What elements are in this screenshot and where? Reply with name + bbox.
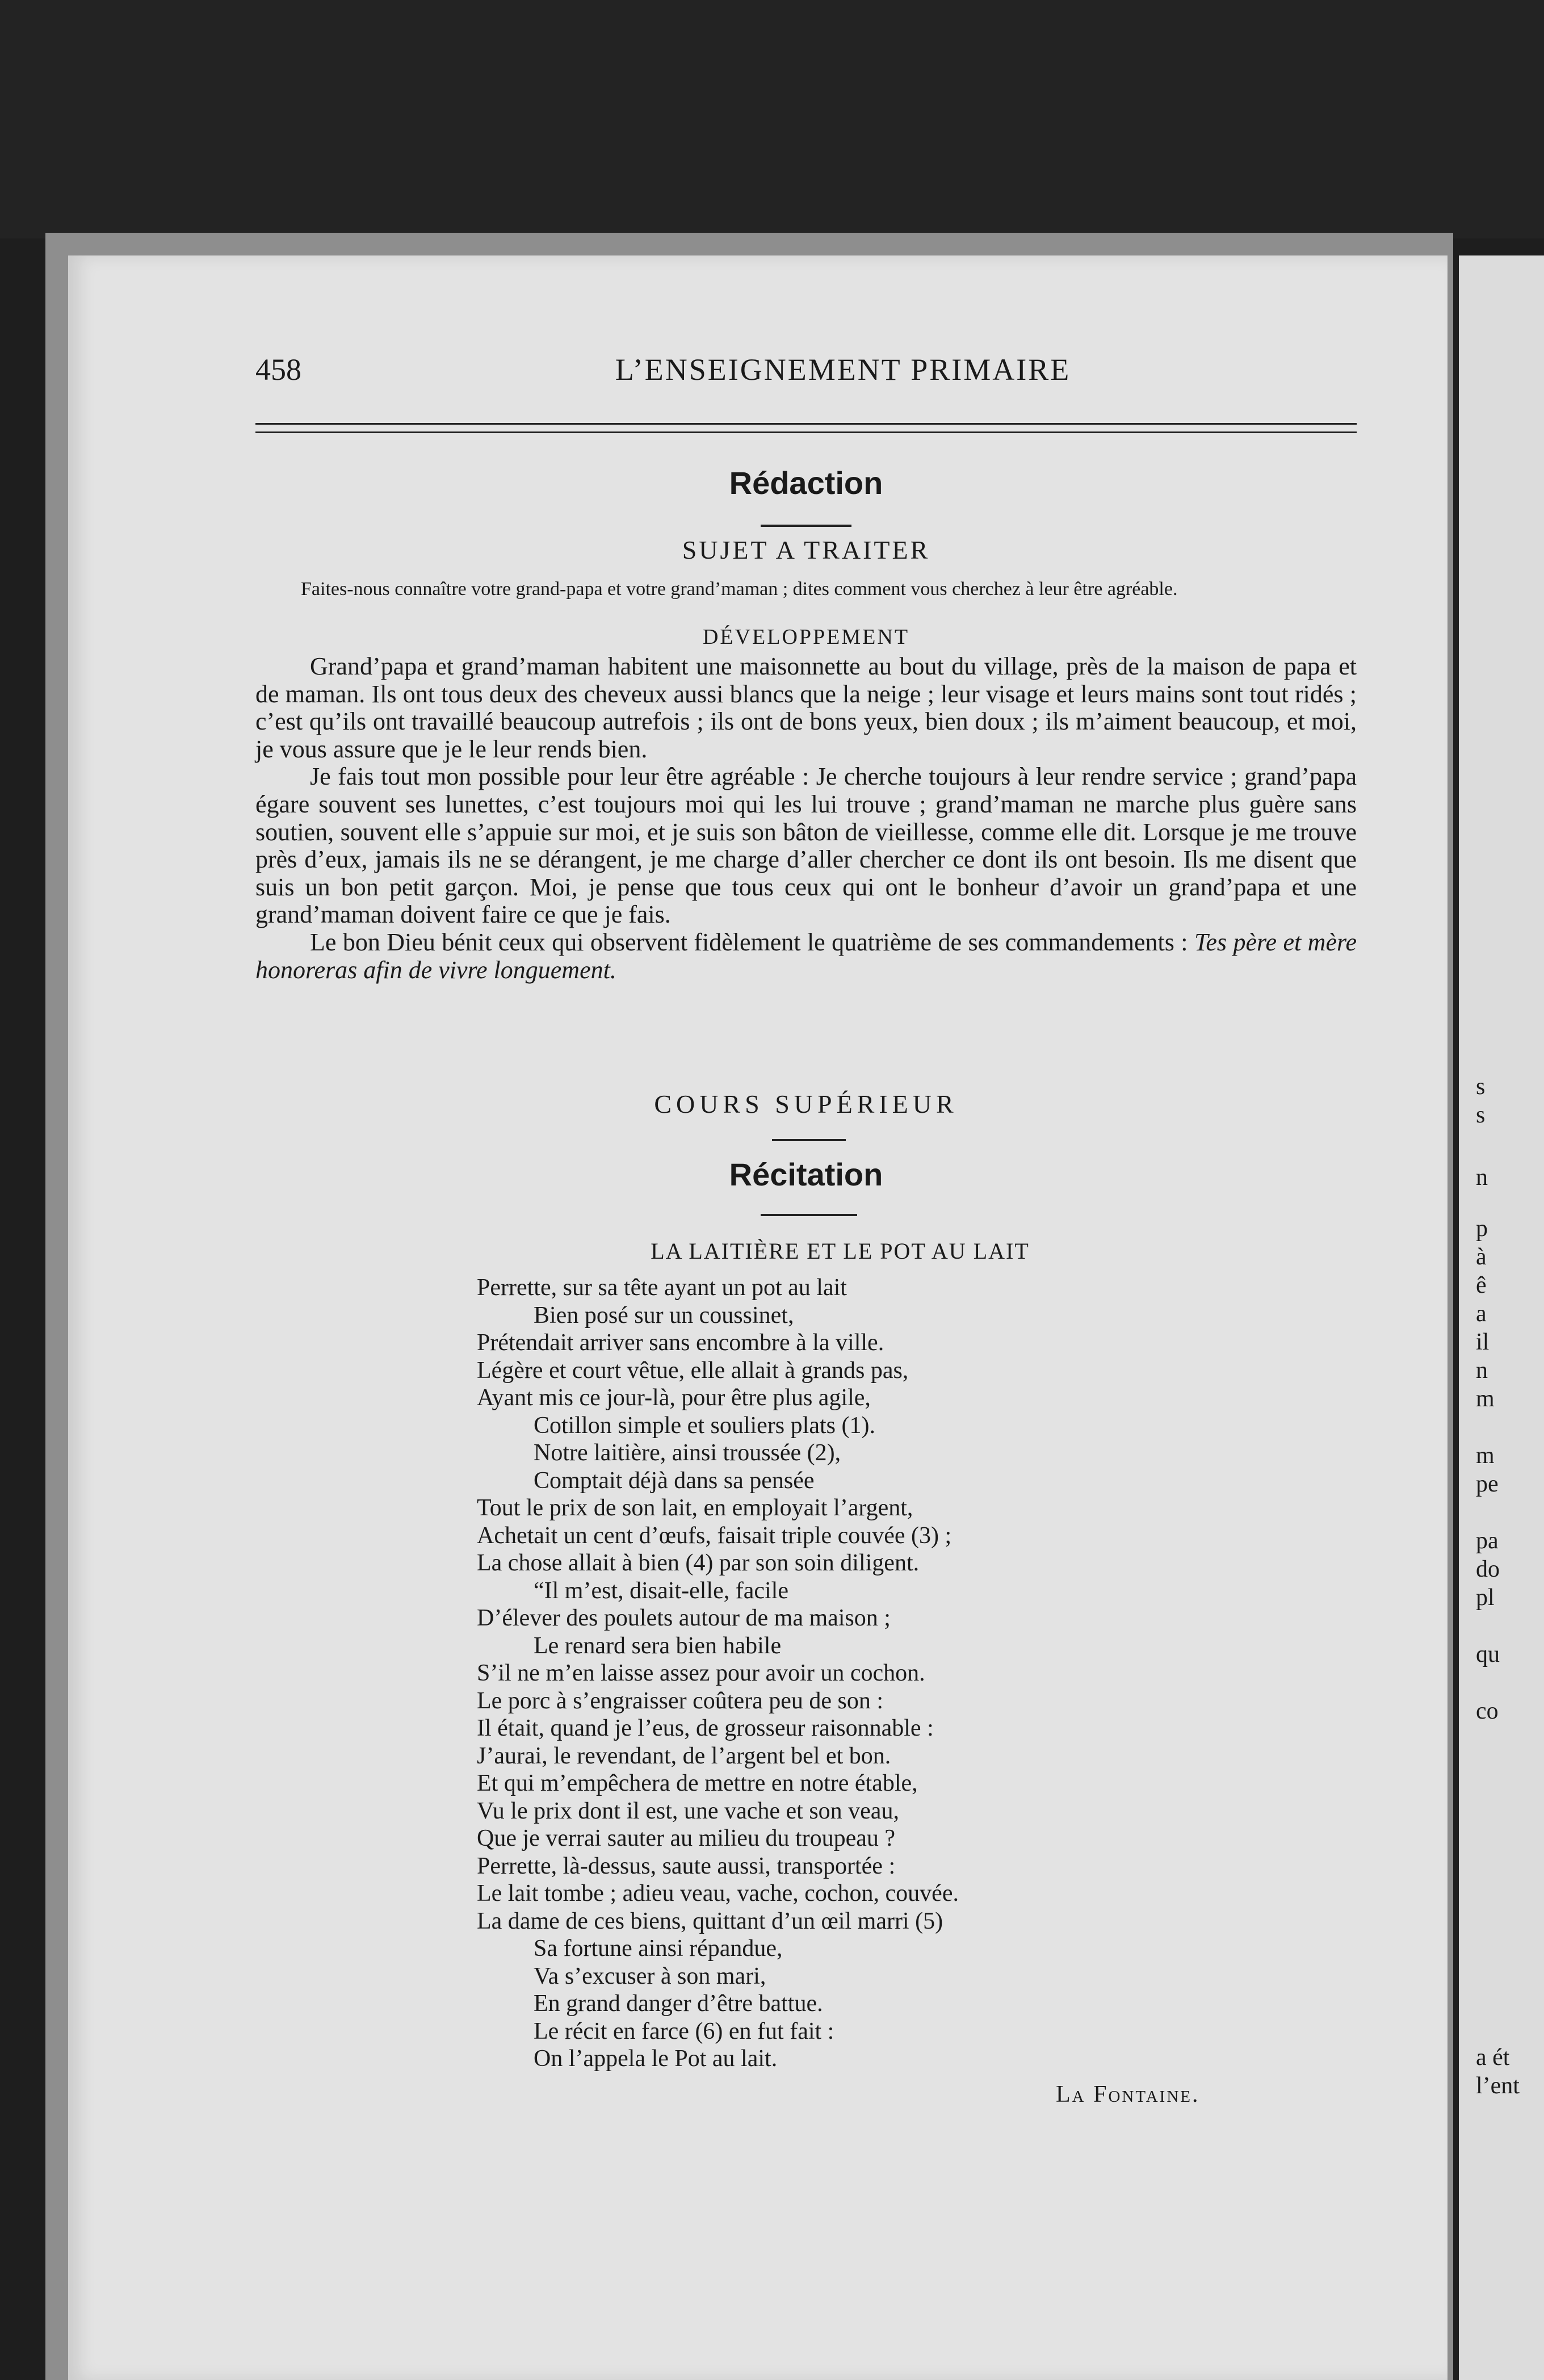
essay-paragraph: Grand’papa et grand’maman habitent une maisonnette au bout du village, près de la maison de papa et de maman. Ils ont tous deux des cheveux aussi blancs que la neige ; leur visage et leurs mains sont tout ridés ; c’est qu’ils ont travaillé beaucoup autrefois ; ils ont de bons yeux, bien doux ; ils m’aiment beaucoup, et moi, je vous assure que je le leur rends bien. — [255, 652, 1357, 763]
poem-line: Perrette, là-dessus, saute aussi, transportée : — [477, 1853, 896, 1879]
poem-line: On l’appela le Pot au lait. — [534, 2046, 778, 2072]
poem-line: “Il m’est, disait-elle, facile — [534, 1577, 788, 1604]
adjacent-fragment: m — [1476, 1386, 1495, 1412]
running-header — [255, 352, 1357, 392]
poem-line: Vu le prix dont il est, une vache et son veau, — [477, 1797, 899, 1824]
adjacent-fragment: co — [1476, 1698, 1499, 1724]
poem-line: Légère et court vêtue, elle allait à grands pas, — [477, 1357, 909, 1384]
poem-line: Comptait déjà dans sa pensée — [534, 1467, 815, 1494]
poem-line: Le récit en farce (6) en fut fait : — [534, 2018, 834, 2044]
adjacent-fragment: p — [1476, 1216, 1488, 1242]
adjacent-fragment: s — [1476, 1102, 1486, 1128]
poem-line: Cotillon simple et souliers plats (1). — [534, 1412, 875, 1439]
poem-line: Bien posé sur un coussinet, — [534, 1302, 794, 1329]
adjacent-fragment: l’ent — [1476, 2073, 1520, 2099]
poem-line: Le renard sera bien habile — [534, 1632, 782, 1659]
poem-line: Sa fortune ainsi répandue, — [534, 1935, 783, 1962]
commandment-quote: Tes père et mère honoreras afin de vivre longuement. — [255, 928, 1357, 984]
poem-line: Va s’excuser à son mari, — [534, 1963, 766, 1989]
poem-line: Achetait un cent d’œufs, faisait triple couvée (3) ; — [477, 1522, 952, 1549]
course-level-heading: COURS SUPÉRIEUR — [654, 1090, 958, 1118]
adjacent-fragment: il — [1476, 1329, 1490, 1355]
subject-heading: SUJET A TRAITER — [682, 535, 930, 564]
poem-line: La dame de ces biens, quittant d’un œil marri (5) — [477, 1908, 943, 1934]
title-rule — [761, 525, 851, 527]
poem-line: La chose allait à bien (4) par son soin diligent. — [477, 1550, 920, 1576]
scan-background — [0, 0, 1544, 238]
poem-line: Notre laitière, ainsi troussée (2), — [534, 1440, 841, 1466]
poem-line: Perrette, sur sa tête ayant un pot au lait — [477, 1275, 847, 1301]
adjacent-fragment: pl — [1476, 1585, 1495, 1611]
poem-line: Le lait tombe ; adieu veau, vache, cochon, couvée. — [477, 1880, 959, 1906]
adjacent-fragment: m — [1476, 1443, 1495, 1469]
poem-line: D’élever des poulets autour de ma maison ; — [477, 1605, 891, 1631]
header-double-rule — [255, 423, 1357, 433]
page-number: 458 — [255, 353, 301, 387]
poem-line: Prétendait arriver sans encombre à la ville. — [477, 1330, 884, 1356]
running-title: L’ENSEIGNEMENT PRIMAIRE — [615, 353, 1071, 387]
adjacent-fragment: a ét — [1476, 2044, 1510, 2071]
poem-line: J’aurai, le revendant, de l’argent bel et bon. — [477, 1742, 891, 1769]
poem-line: Et qui m’empêchera de mettre en notre étable, — [477, 1770, 918, 1796]
commandment-intro: Le bon Dieu bénit ceux qui observent fidèlement le quatrième de ses commandements : — [310, 928, 1188, 956]
essay-body — [255, 653, 1357, 984]
adjacent-fragment: ê — [1476, 1272, 1487, 1298]
development-label: DÉVELOPPEMENT — [702, 625, 910, 649]
poem — [477, 1274, 959, 2073]
course-rule — [772, 1139, 846, 1141]
poem-line: Ayant mis ce jour-là, pour être plus agile, — [477, 1385, 871, 1411]
section-title-redaction: Rédaction — [729, 465, 883, 501]
poem-line: En grand danger d’être battue. — [534, 1991, 823, 2017]
adjacent-fragment: qu — [1476, 1641, 1500, 1667]
assignment-prompt: Faites-nous connaître votre grand-papa et votre grand’maman ; dites comment vous cherchez à leur être agréable. — [301, 579, 1178, 600]
adjacent-fragment: n — [1476, 1164, 1488, 1191]
recitation-rule — [761, 1214, 857, 1216]
poem-line: Le porc à s’engraisser coûtera peu de son : — [477, 1687, 884, 1714]
adjacent-fragment: s — [1476, 1074, 1486, 1100]
adjacent-fragment: pa — [1476, 1528, 1499, 1554]
essay-paragraph: Je fais tout mon possible pour leur être agréable : Je cherche toujours à leur rendre service ; grand’papa égare souvent ses lunettes, c’est toujours moi qui les lui trouve ; grand’maman ne marche plus guère sans soutien, souvent elle s’appuie sur moi, et je suis son bâton de vieillesse, comme elle dit. Lorsque je me trouve près d’eux, jamais ils ne se dérangent, je me charge d’aller chercher ce dont ils ont besoin. Ils me disent que suis un bon petit garçon. Moi, je pense que tous ceux qui ont le bonheur d’avoir un grand’papa et une grand’maman doivent faire ce que je fais. — [255, 762, 1357, 929]
essay-paragraph-final — [255, 929, 1357, 984]
adjacent-fragment: do — [1476, 1556, 1500, 1582]
adjacent-fragment: n — [1476, 1357, 1488, 1384]
adjacent-fragment: pe — [1476, 1471, 1499, 1497]
adjacent-fragment: à — [1476, 1244, 1487, 1270]
poem-line: Il était, quand je l’eus, de grosseur raisonnable : — [477, 1715, 934, 1741]
adjacent-page-strip — [1459, 255, 1544, 2380]
poem-title: LA LAITIÈRE ET LE POT AU LAIT — [651, 1238, 1030, 1264]
poem-line: Tout le prix de son lait, en employait l’argent, — [477, 1495, 913, 1521]
poem-line: Que je verrai sauter au milieu du troupeau ? — [477, 1825, 896, 1851]
poem-line: S’il ne m’en laisse assez pour avoir un cochon. — [477, 1660, 925, 1686]
adjacent-fragment: a — [1476, 1301, 1487, 1327]
section-title-recitation: Récitation — [729, 1157, 883, 1192]
poem-author: La Fontaine. — [1056, 2081, 1200, 2107]
